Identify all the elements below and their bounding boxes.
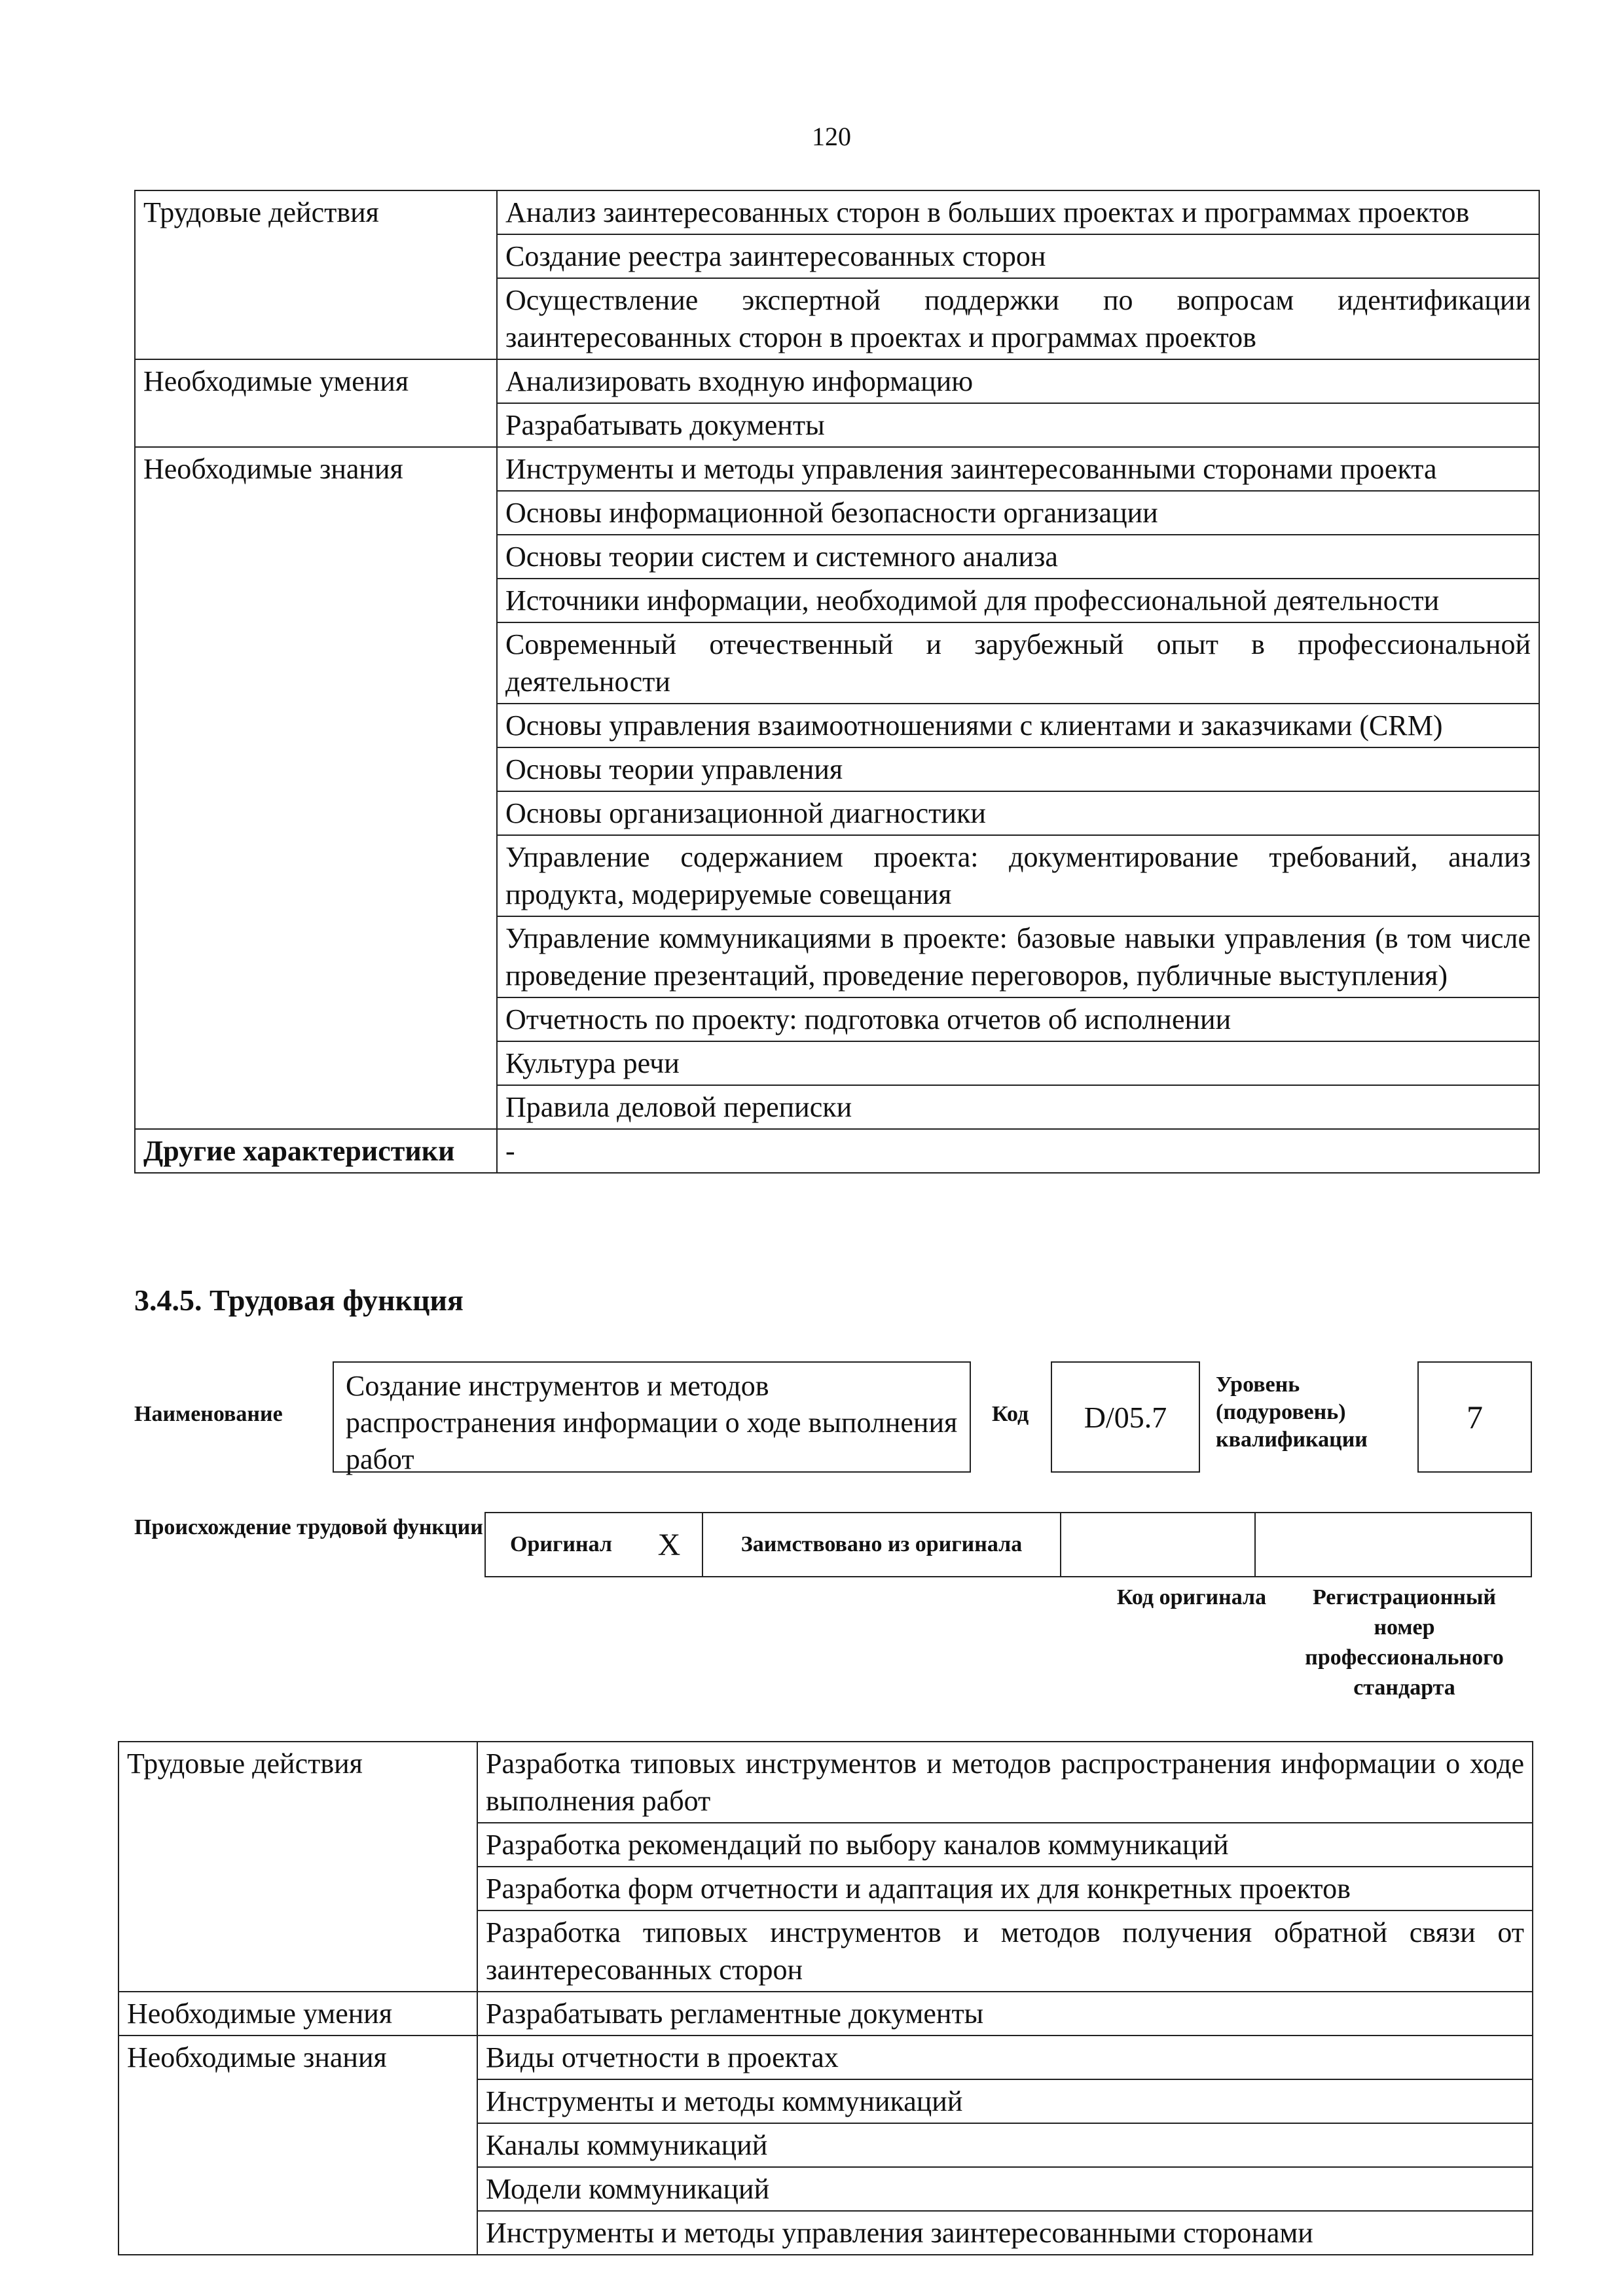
level-label: Уровень (подуровень) квалификации bbox=[1216, 1372, 1368, 1452]
row-heading bbox=[135, 791, 497, 835]
table-row bbox=[135, 535, 1539, 579]
reg-number-label: Регистрационный номер профессионального стандарта bbox=[1305, 1585, 1504, 1700]
row-heading: Трудовые действия bbox=[119, 1742, 477, 1823]
row-item: Источники информации, необходимой для профессиональной деятельности bbox=[497, 579, 1539, 622]
table-row bbox=[119, 1742, 1533, 1823]
row-heading bbox=[135, 278, 497, 359]
row-heading bbox=[135, 1085, 497, 1129]
origin-label: Происхождение трудовой функции bbox=[134, 1515, 483, 1539]
level-box bbox=[1417, 1361, 1532, 1473]
table-row bbox=[135, 359, 1539, 403]
table-row bbox=[135, 447, 1539, 491]
table-row bbox=[135, 491, 1539, 535]
row-heading: Необходимые умения bbox=[135, 359, 497, 403]
code-label: Код bbox=[992, 1402, 1029, 1426]
row-heading bbox=[135, 403, 497, 447]
row-item: Правила деловой переписки bbox=[497, 1085, 1539, 1129]
code-box bbox=[1051, 1361, 1200, 1473]
table-row bbox=[119, 2079, 1533, 2123]
original-mark: X bbox=[636, 1513, 703, 1576]
table-row bbox=[135, 916, 1539, 997]
page-number: 120 bbox=[812, 122, 851, 151]
table-row bbox=[135, 622, 1539, 704]
code-original-label: Код оригинала bbox=[1116, 1585, 1267, 1609]
table-row bbox=[119, 1823, 1533, 1867]
row-heading: Другие характеристики bbox=[135, 1129, 497, 1173]
section-title: 3.4.5. Трудовая функция bbox=[134, 1283, 464, 1317]
row-item: Разработка форм отчетности и адаптация их для конкретных проектов bbox=[477, 1867, 1533, 1910]
row-item: - bbox=[497, 1129, 1539, 1173]
row-heading bbox=[119, 1910, 477, 1992]
row-item: Основы теории систем и системного анализа bbox=[497, 535, 1539, 579]
table-row bbox=[135, 579, 1539, 622]
table-row bbox=[135, 1129, 1539, 1173]
row-heading bbox=[135, 535, 497, 579]
table-row bbox=[135, 278, 1539, 359]
reg-number-cell bbox=[1256, 1513, 1531, 1576]
table-row bbox=[119, 2211, 1533, 2255]
table-row bbox=[135, 747, 1539, 791]
table-row bbox=[119, 2123, 1533, 2167]
row-heading bbox=[119, 2079, 477, 2123]
table-row bbox=[119, 1867, 1533, 1910]
row-heading: Необходимые знания bbox=[135, 447, 497, 491]
origin-row bbox=[484, 1512, 1532, 1577]
row-heading bbox=[135, 1041, 497, 1085]
row-item: Модели коммуникаций bbox=[477, 2167, 1533, 2211]
row-heading: Необходимые умения bbox=[119, 1992, 477, 2036]
table-row bbox=[119, 2036, 1533, 2079]
function-name: Создание инструментов и методов распространения информации о ходе выполнения работ bbox=[346, 1370, 958, 1475]
borrowed-label: Заимствовано из оригинала bbox=[703, 1513, 1061, 1576]
table-row bbox=[135, 403, 1539, 447]
competency-table-2 bbox=[118, 1741, 1533, 2255]
row-heading: Необходимые знания bbox=[119, 2036, 477, 2079]
row-item: Разработка типовых инструментов и методов распространения информации о ходе выполнения работ bbox=[477, 1742, 1533, 1823]
row-heading bbox=[135, 747, 497, 791]
row-heading bbox=[135, 491, 497, 535]
row-item: Разрабатывать документы bbox=[497, 403, 1539, 447]
row-item: Основы управления взаимоотношениями с клиентами и заказчиками (CRM) bbox=[497, 704, 1539, 747]
row-item: Каналы коммуникаций bbox=[477, 2123, 1533, 2167]
row-item: Инструменты и методы управления заинтересованными сторонами проекта bbox=[497, 447, 1539, 491]
function-name-box bbox=[333, 1361, 971, 1473]
row-heading bbox=[135, 622, 497, 704]
row-heading bbox=[135, 704, 497, 747]
table-row bbox=[135, 791, 1539, 835]
row-item: Основы информационной безопасности организации bbox=[497, 491, 1539, 535]
row-item: Разработка типовых инструментов и методов получения обратной связи от заинтересованных сторон bbox=[477, 1910, 1533, 1992]
competency-table-1 bbox=[134, 190, 1540, 1174]
row-heading bbox=[119, 2123, 477, 2167]
row-item: Современный отечественный и зарубежный опыт в профессиональной деятельности bbox=[497, 622, 1539, 704]
row-item: Инструменты и методы управления заинтересованными сторонами bbox=[477, 2211, 1533, 2255]
original-label: Оригинал bbox=[510, 1532, 612, 1556]
row-item: Отчетность по проекту: подготовка отчетов об исполнении bbox=[497, 997, 1539, 1041]
table-row bbox=[135, 234, 1539, 278]
code-value: D/05.7 bbox=[1084, 1400, 1167, 1434]
table-row bbox=[135, 835, 1539, 916]
code-original-cell bbox=[1061, 1513, 1256, 1576]
row-item: Анализировать входную информацию bbox=[497, 359, 1539, 403]
table-row bbox=[135, 1041, 1539, 1085]
row-item: Анализ заинтересованных сторон в больших проектах и программах проектов bbox=[497, 190, 1539, 234]
row-item: Управление содержанием проекта: документирование требований, анализ продукта, модерируемые совещания bbox=[497, 835, 1539, 916]
row-heading bbox=[135, 916, 497, 997]
row-item: Разработка рекомендаций по выбору каналов коммуникаций bbox=[477, 1823, 1533, 1867]
table-row bbox=[135, 1085, 1539, 1129]
table-row bbox=[135, 997, 1539, 1041]
name-label: Наименование bbox=[134, 1402, 283, 1426]
table-row bbox=[119, 2167, 1533, 2211]
row-heading bbox=[135, 234, 497, 278]
row-heading bbox=[135, 997, 497, 1041]
row-heading bbox=[135, 835, 497, 916]
table-row bbox=[119, 1992, 1533, 2036]
row-heading bbox=[119, 1867, 477, 1910]
row-item: Создание реестра заинтересованных сторон bbox=[497, 234, 1539, 278]
row-heading bbox=[119, 2167, 477, 2211]
row-heading bbox=[135, 579, 497, 622]
row-item: Инструменты и методы коммуникаций bbox=[477, 2079, 1533, 2123]
row-item: Культура речи bbox=[497, 1041, 1539, 1085]
row-item: Управление коммуникациями в проекте: базовые навыки управления (в том числе проведение презентаций, проведение переговоров, публичные выступления) bbox=[497, 916, 1539, 997]
table-row bbox=[119, 1910, 1533, 1992]
table-row bbox=[135, 190, 1539, 234]
row-item: Разрабатывать регламентные документы bbox=[477, 1992, 1533, 2036]
level-value: 7 bbox=[1467, 1399, 1483, 1435]
row-item: Виды отчетности в проектах bbox=[477, 2036, 1533, 2079]
row-heading bbox=[119, 1823, 477, 1867]
row-heading bbox=[119, 2211, 477, 2255]
table-row bbox=[135, 704, 1539, 747]
row-item: Основы теории управления bbox=[497, 747, 1539, 791]
row-item: Осуществление экспертной поддержки по вопросам идентификации заинтересованных сторон в проектах и программах проектов bbox=[497, 278, 1539, 359]
row-heading: Трудовые действия bbox=[135, 190, 497, 234]
row-item: Основы организационной диагностики bbox=[497, 791, 1539, 835]
